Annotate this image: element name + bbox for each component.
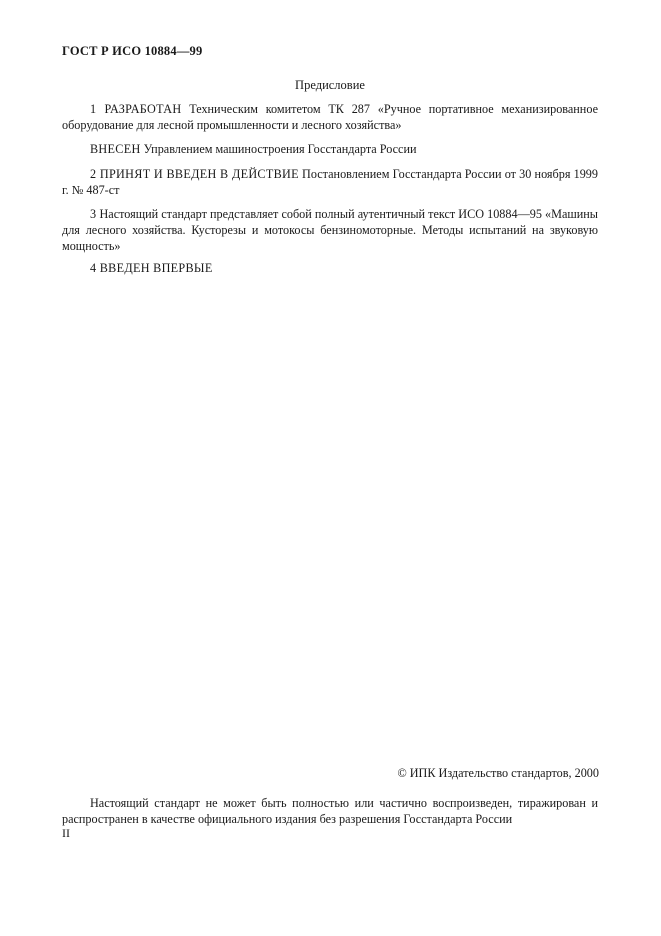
notice-text: Настоящий стандарт не может быть полностью или частично воспроизведен, тиражирован и распространен в качестве официального издания без разрешения Госстандарта России xyxy=(62,796,598,826)
foreword-item-4 xyxy=(62,260,598,276)
item-text: Постановлением Госстандарта России от 30 ноября 1999 г. № 487-ст xyxy=(62,167,598,197)
reproduction-notice xyxy=(62,795,598,827)
item-text: Настоящий стандарт представляет собой полный аутентичный текст ИСО 10884—95 «Машины для лесного хозяйства. Кусторезы и мотокосы бензиномоторные. Методы испытаний на звуковую мощность» xyxy=(62,207,598,253)
item-lead: 1 РАЗРАБОТАН xyxy=(90,102,182,116)
item-text: Техническим комитетом ТК 287 «Ручное портативное механизированное оборудование для лесной промышленности и лесного хозяйства» xyxy=(62,102,598,132)
page-number: II xyxy=(62,826,70,840)
standard-header: ГОСТ Р ИСО 10884—99 xyxy=(62,44,203,58)
item-lead: 4 ВВЕДЕН ВПЕРВЫЕ xyxy=(90,261,213,275)
copyright-line: © ИПК Издательство стандартов, 2000 xyxy=(397,766,599,780)
section-title: Предисловие xyxy=(295,78,365,92)
foreword-item-2 xyxy=(62,166,598,198)
item-lead: 2 ПРИНЯТ И ВВЕДЕН В ДЕЙСТВИЕ xyxy=(90,167,299,181)
foreword-item-1 xyxy=(62,101,598,133)
item-text: Управлением машиностроения Госстандарта России xyxy=(140,142,417,156)
foreword-item-3 xyxy=(62,206,598,254)
foreword-item-submitted xyxy=(62,141,598,157)
item-lead: ВНЕСЕН xyxy=(90,142,141,156)
item-lead: 3 xyxy=(90,207,97,221)
